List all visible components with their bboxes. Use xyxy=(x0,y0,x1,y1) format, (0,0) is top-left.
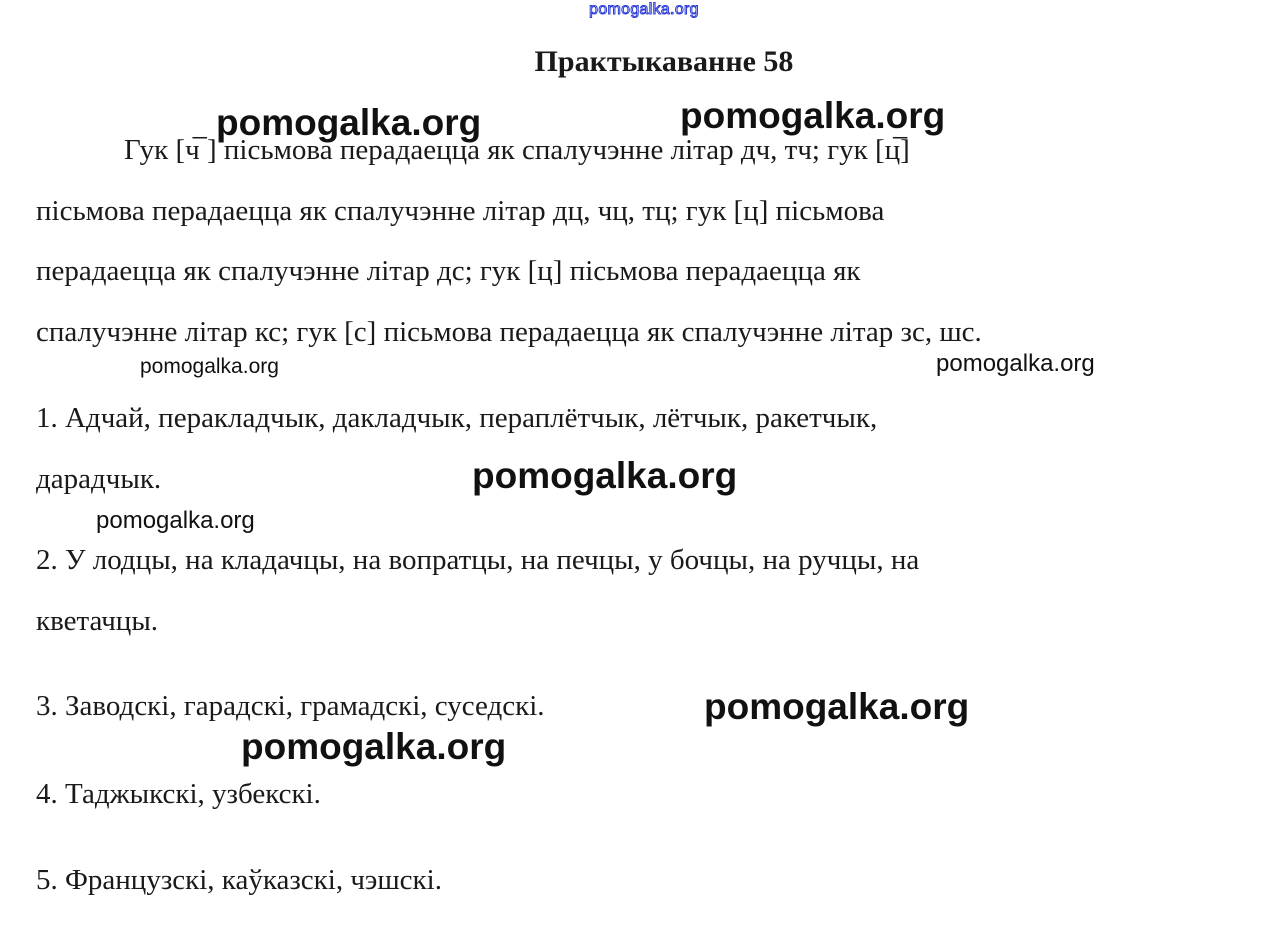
watermark: pomogalka.org xyxy=(680,95,946,136)
rule-line-4: спалучэнне літар кс; гук [с] пісьмова перадаецца як спалучэнне літар зс, шс. xyxy=(36,316,982,348)
item-3: 3. Заводскі, гарадскі, грамадскі, суседскі. xyxy=(36,690,545,722)
watermark: pomogalka.org xyxy=(140,355,279,378)
watermark: pomogalka.org xyxy=(472,455,738,496)
rule-line-1: Гук [ч̅ ] пісьмова перадаецца як спалучэнне літар дч, тч; гук [ц̅] xyxy=(124,134,910,166)
watermark: pomogalka.org xyxy=(704,686,970,727)
item-1-line-1: 1. Адчай, перакладчык, дакладчык, пераплётчык, лётчык, ракетчык, xyxy=(36,402,878,434)
item-2-line-1: 2. У лодцы, на кладачцы, на вопратцы, на печцы, у бочцы, на ручцы, на xyxy=(36,544,920,576)
watermark: pomogalka.org xyxy=(241,726,507,767)
item-1-line-2: дарадчык. xyxy=(36,463,162,495)
watermark: pomogalka.org xyxy=(216,102,482,143)
rule-line-2: пісьмова перадаецца як спалучэнне літар дц, чц, тц; гук [ц] пісьмова xyxy=(36,195,885,227)
watermark: pomogalka.org xyxy=(96,507,255,534)
item-5: 5. Французскі, каўказскі, чэшскі. xyxy=(36,864,442,896)
rule-line-3: перадаецца як спалучэнне літар дс; гук [ц] пісьмова перадаецца як xyxy=(36,255,861,287)
watermark: pomogalka.org xyxy=(936,350,1095,377)
site-header-logo: pomogalka.org xyxy=(589,1,699,18)
page-title: Практыкаванне 58 xyxy=(534,45,794,78)
item-2-line-2: кветачцы. xyxy=(36,605,159,637)
item-4: 4. Таджыкскі, узбекскі. xyxy=(36,778,321,810)
